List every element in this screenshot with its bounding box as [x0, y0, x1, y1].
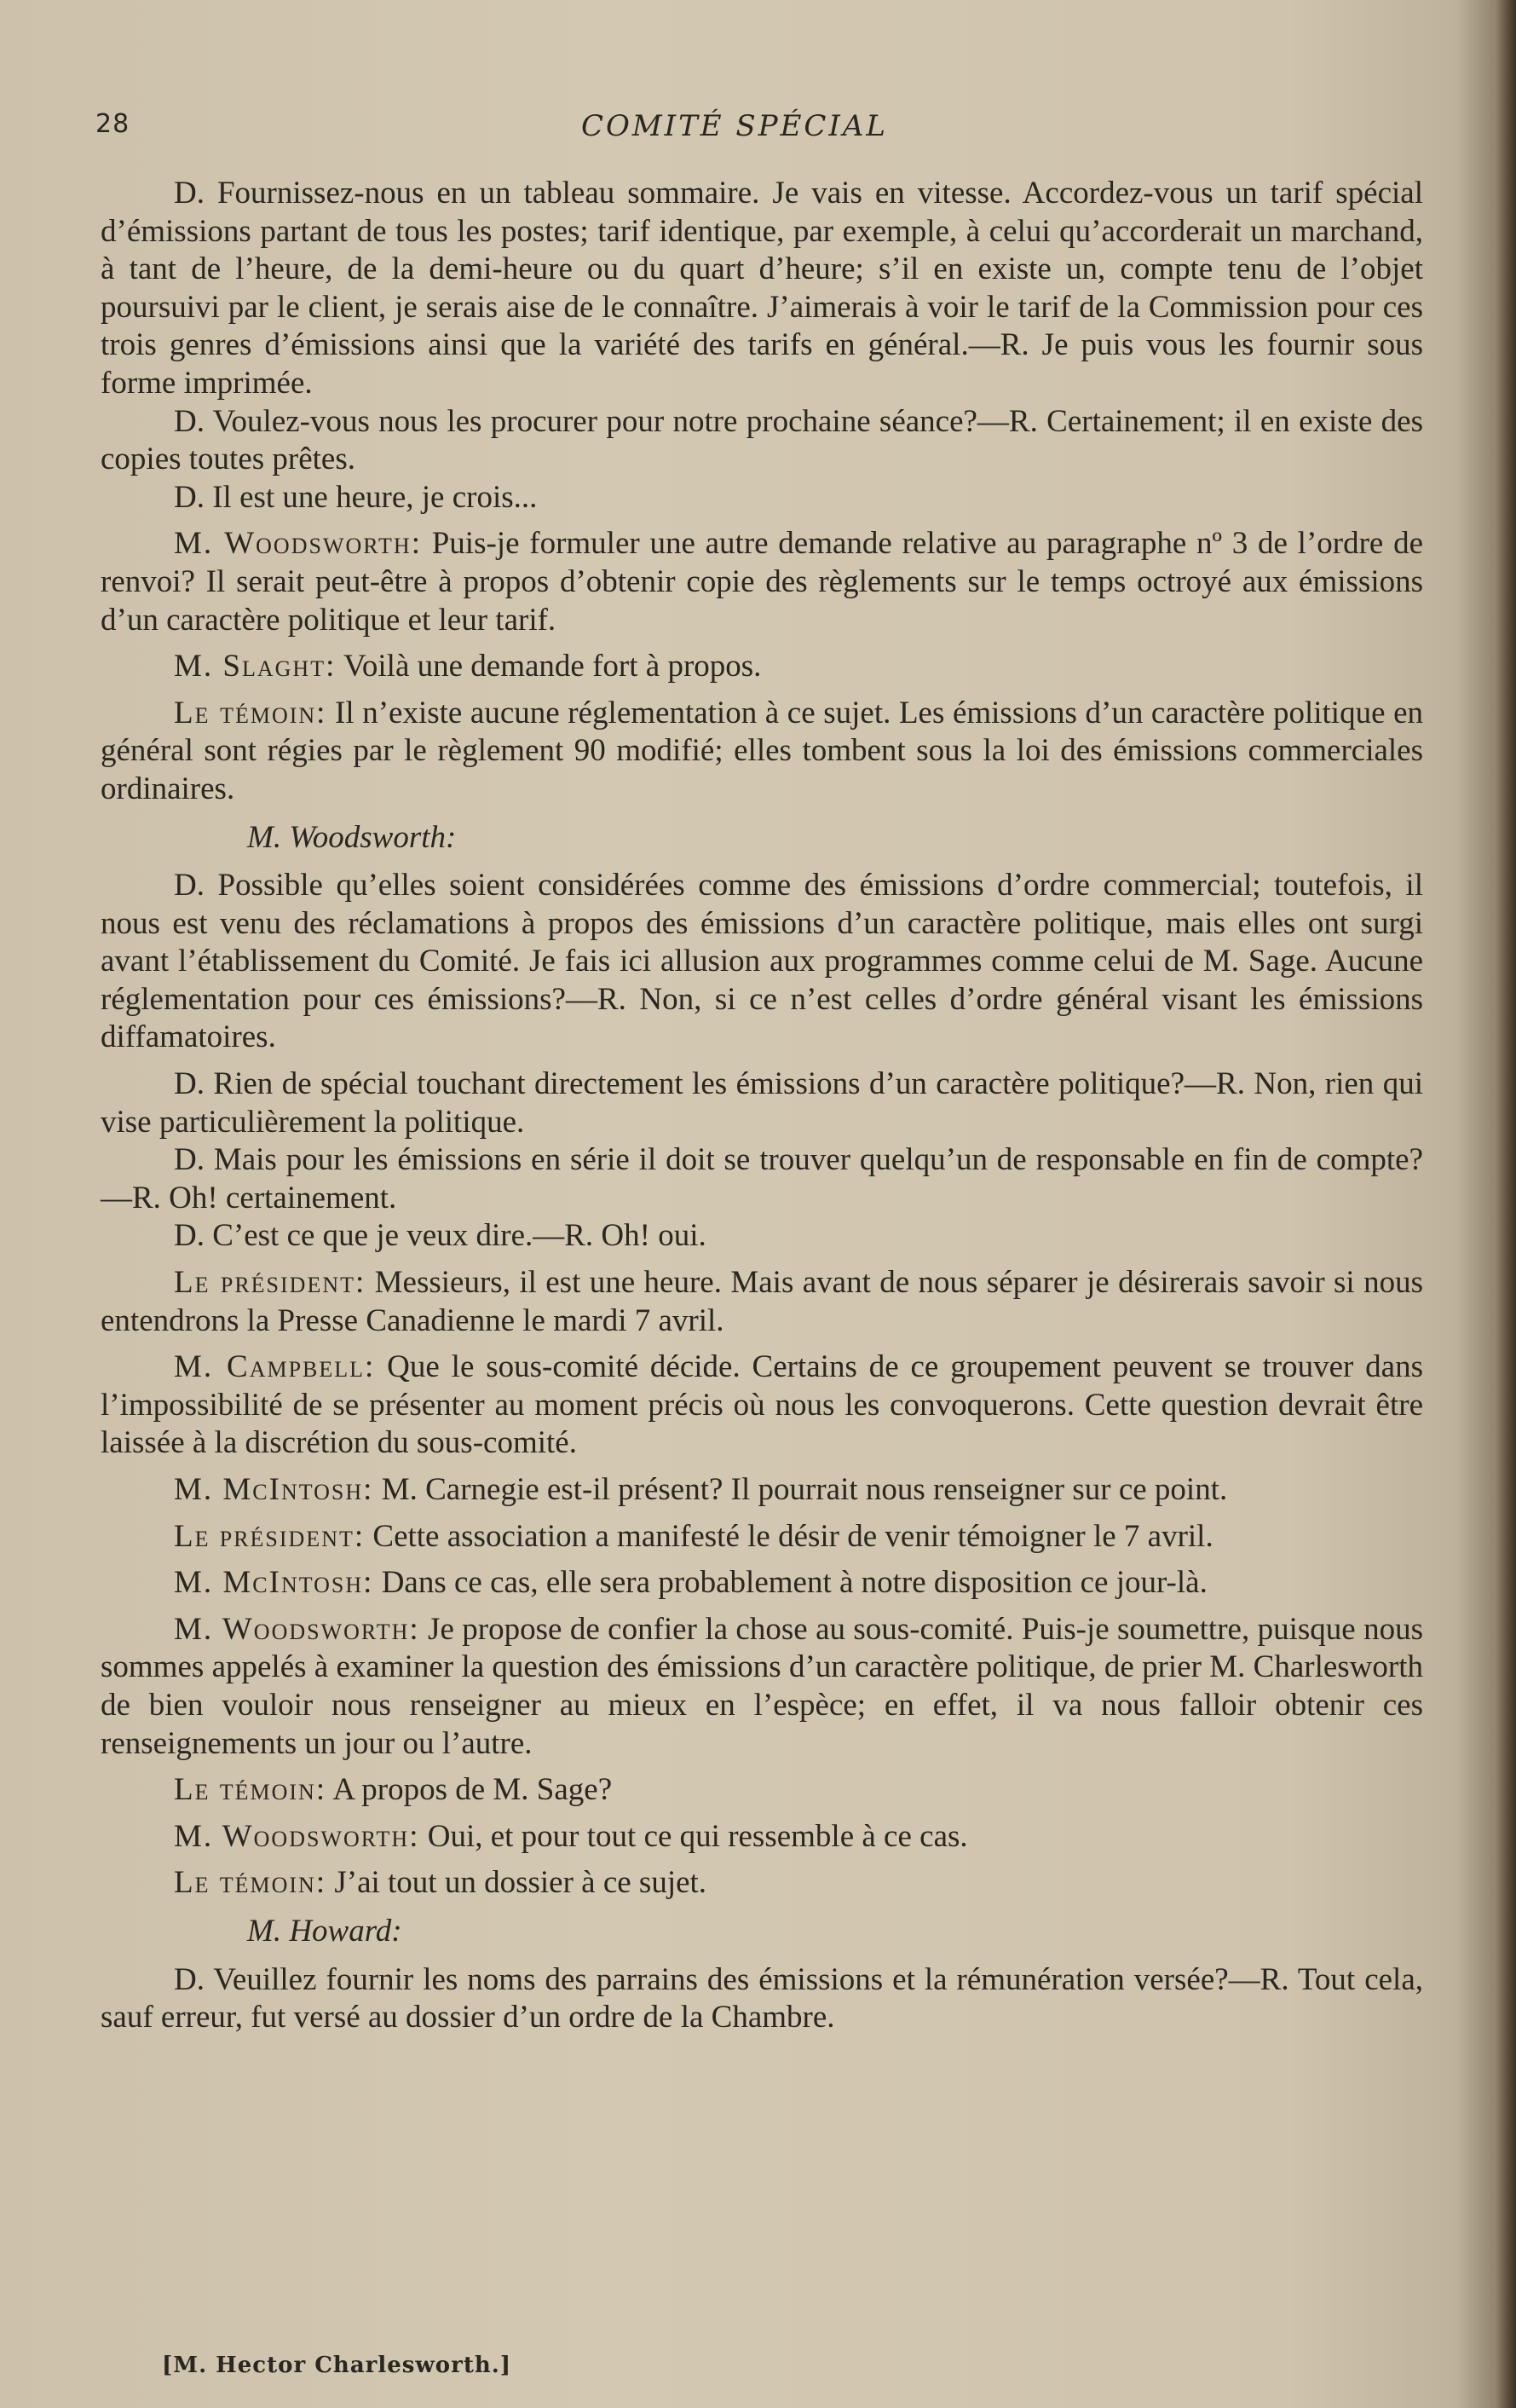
paragraph: D. Rien de spécial touchant directement les émissions d’un caractère politique?—R. Non, rien qui vise particulièrement la politique.	[101, 1066, 1423, 1140]
examiner-heading: M. Woodsworth:	[247, 819, 457, 855]
paragraph: M. Woodsworth: Puis-je formuler une autre demande relative au paragraphe nº 3 de l’ordre de renvoi? Il serait peut-être à propos d’obtenir copie des règlements sur le temps octroyé aux émissions d’un caractère politique et leur tarif.	[101, 526, 1423, 638]
running-title: COMITÉ SPÉCIAL	[580, 109, 888, 143]
page-number: 28	[95, 109, 130, 139]
paragraph: M. McIntosh: Dans ce cas, elle sera probablement à notre disposition ce jour-là.	[174, 1565, 1208, 1601]
paragraph: M. Woodsworth: Je propose de confier la chose au sous-comité. Puis-je soumettre, puisque nous sommes appelés à examiner la question des émissions d’un caractère politique, de prier M. Charlesworth de bien vouloir nous renseigner au mieux en l’espèce; en effet, il va nous falloir obtenir ces renseignements un jour ou l’autre.	[101, 1611, 1423, 1761]
speaker-label: Le président:	[174, 1518, 366, 1554]
witness-footer: [M. Hector Charlesworth.]	[162, 2353, 512, 2378]
book-spine-edge	[1494, 0, 1516, 2408]
speaker-label: M. Woodsworth:	[174, 1818, 420, 1854]
speaker-label: Le président:	[174, 1265, 366, 1301]
speaker-label: Le témoin:	[174, 1865, 327, 1901]
paragraph: Le témoin: Il n’existe aucune réglementation à ce sujet. Les émissions d’un caractère politique en général sont régies par le règlement 90 modifié; elles tombent sous la loi des émissions commerciales ordinaires.	[101, 695, 1423, 806]
speaker-label: M. Campbell:	[174, 1349, 376, 1385]
paragraph: D. Il est une heure, je crois...	[174, 479, 538, 515]
speaker-label: M. Woodsworth:	[174, 1611, 420, 1647]
speaker-label: M. McIntosh:	[174, 1565, 374, 1601]
speaker-label: Le témoin:	[174, 695, 327, 730]
paragraph: Le président: Messieurs, il est une heure. Mais avant de nous séparer je désirerais savoir si nous entendrons la Presse Canadienne le mardi 7 avril.	[101, 1265, 1423, 1338]
paragraph: Le témoin: J’ai tout un dossier à ce sujet.	[174, 1865, 707, 1901]
body-text	[101, 175, 1423, 2037]
paragraph: M. Slaght: Voilà une demande fort à propos.	[174, 649, 762, 684]
paragraph: M. McIntosh: M. Carnegie est-il présent? Il pourrait nous renseigner sur ce point.	[174, 1472, 1228, 1507]
paragraph: M. Woodsworth: Oui, et pour tout ce qui ressemble à ce cas.	[174, 1818, 968, 1854]
paragraph: D. Voulez-vous nous les procurer pour notre prochaine séance?—R. Certainement; il en existe des copies toutes prêtes.	[101, 403, 1423, 477]
paragraph: M. Campbell: Que le sous-comité décide. Certains de ce groupement peuvent se trouver dans l’impossibilité de se présenter au moment précis où nous les convoquerons. Cette question devrait être laissée à la discrétion du sous-comité.	[101, 1349, 1423, 1461]
paragraph: D. C’est ce que je veux dire.—R. Oh! oui.	[174, 1218, 706, 1254]
speaker-label: M. Slaght:	[174, 649, 337, 684]
paragraph: Le président: Cette association a manifesté le désir de venir témoigner le 7 avril.	[174, 1518, 1213, 1554]
paragraph: D. Mais pour les émissions en série il doit se trouver quelqu’un de responsable en fin de compte?—R. Oh! certainement.	[101, 1142, 1423, 1216]
speaker-label: M. McIntosh:	[174, 1472, 374, 1507]
page-header	[95, 109, 1425, 152]
examiner-heading: M. Howard:	[247, 1913, 402, 1949]
paragraph: D. Possible qu’elles soient considérées comme des émissions d’ordre commercial; toutefois, il nous est venu des réclamations à propos des émissions d’un caractère politique, mais elles ont surgi avant l’établissement du Comité. Je fais ici allusion aux programmes comme celui de M. Sage. Aucune réglementation pour ces émissions?—R. Non, si ce n’est celles d’ordre général visant les émissions diffamatoires.	[101, 868, 1423, 1055]
paragraph: D. Veuillez fournir les noms des parrains des émissions et la rémunération versée?—R. Tout cela, sauf erreur, fut versé au dossier d’un ordre de la Chambre.	[101, 1961, 1423, 2036]
speaker-label: M. Woodsworth:	[174, 526, 422, 562]
speaker-label: Le témoin:	[174, 1772, 327, 1808]
paragraph: Le témoin: A propos de M. Sage?	[174, 1772, 613, 1808]
paragraph: D. Fournissez-nous en un tableau sommaire. Je vais en vitesse. Accordez-vous un tarif spécial d’émissions partant de tous les postes; tarif identique, par exemple, à celui qu’accorderait un marchand, à tant de l’heure, de la demi-heure ou du quart d’heure; s’il en existe un, compte tenu de l’objet poursuivi par le client, je serais aise de le connaître. J’aimerais à voir le tarif de la Commission pour ces trois genres d’émissions ainsi que la variété des tarifs en général.—R. Je puis vous les fournir sous forme imprimée.	[101, 176, 1423, 401]
